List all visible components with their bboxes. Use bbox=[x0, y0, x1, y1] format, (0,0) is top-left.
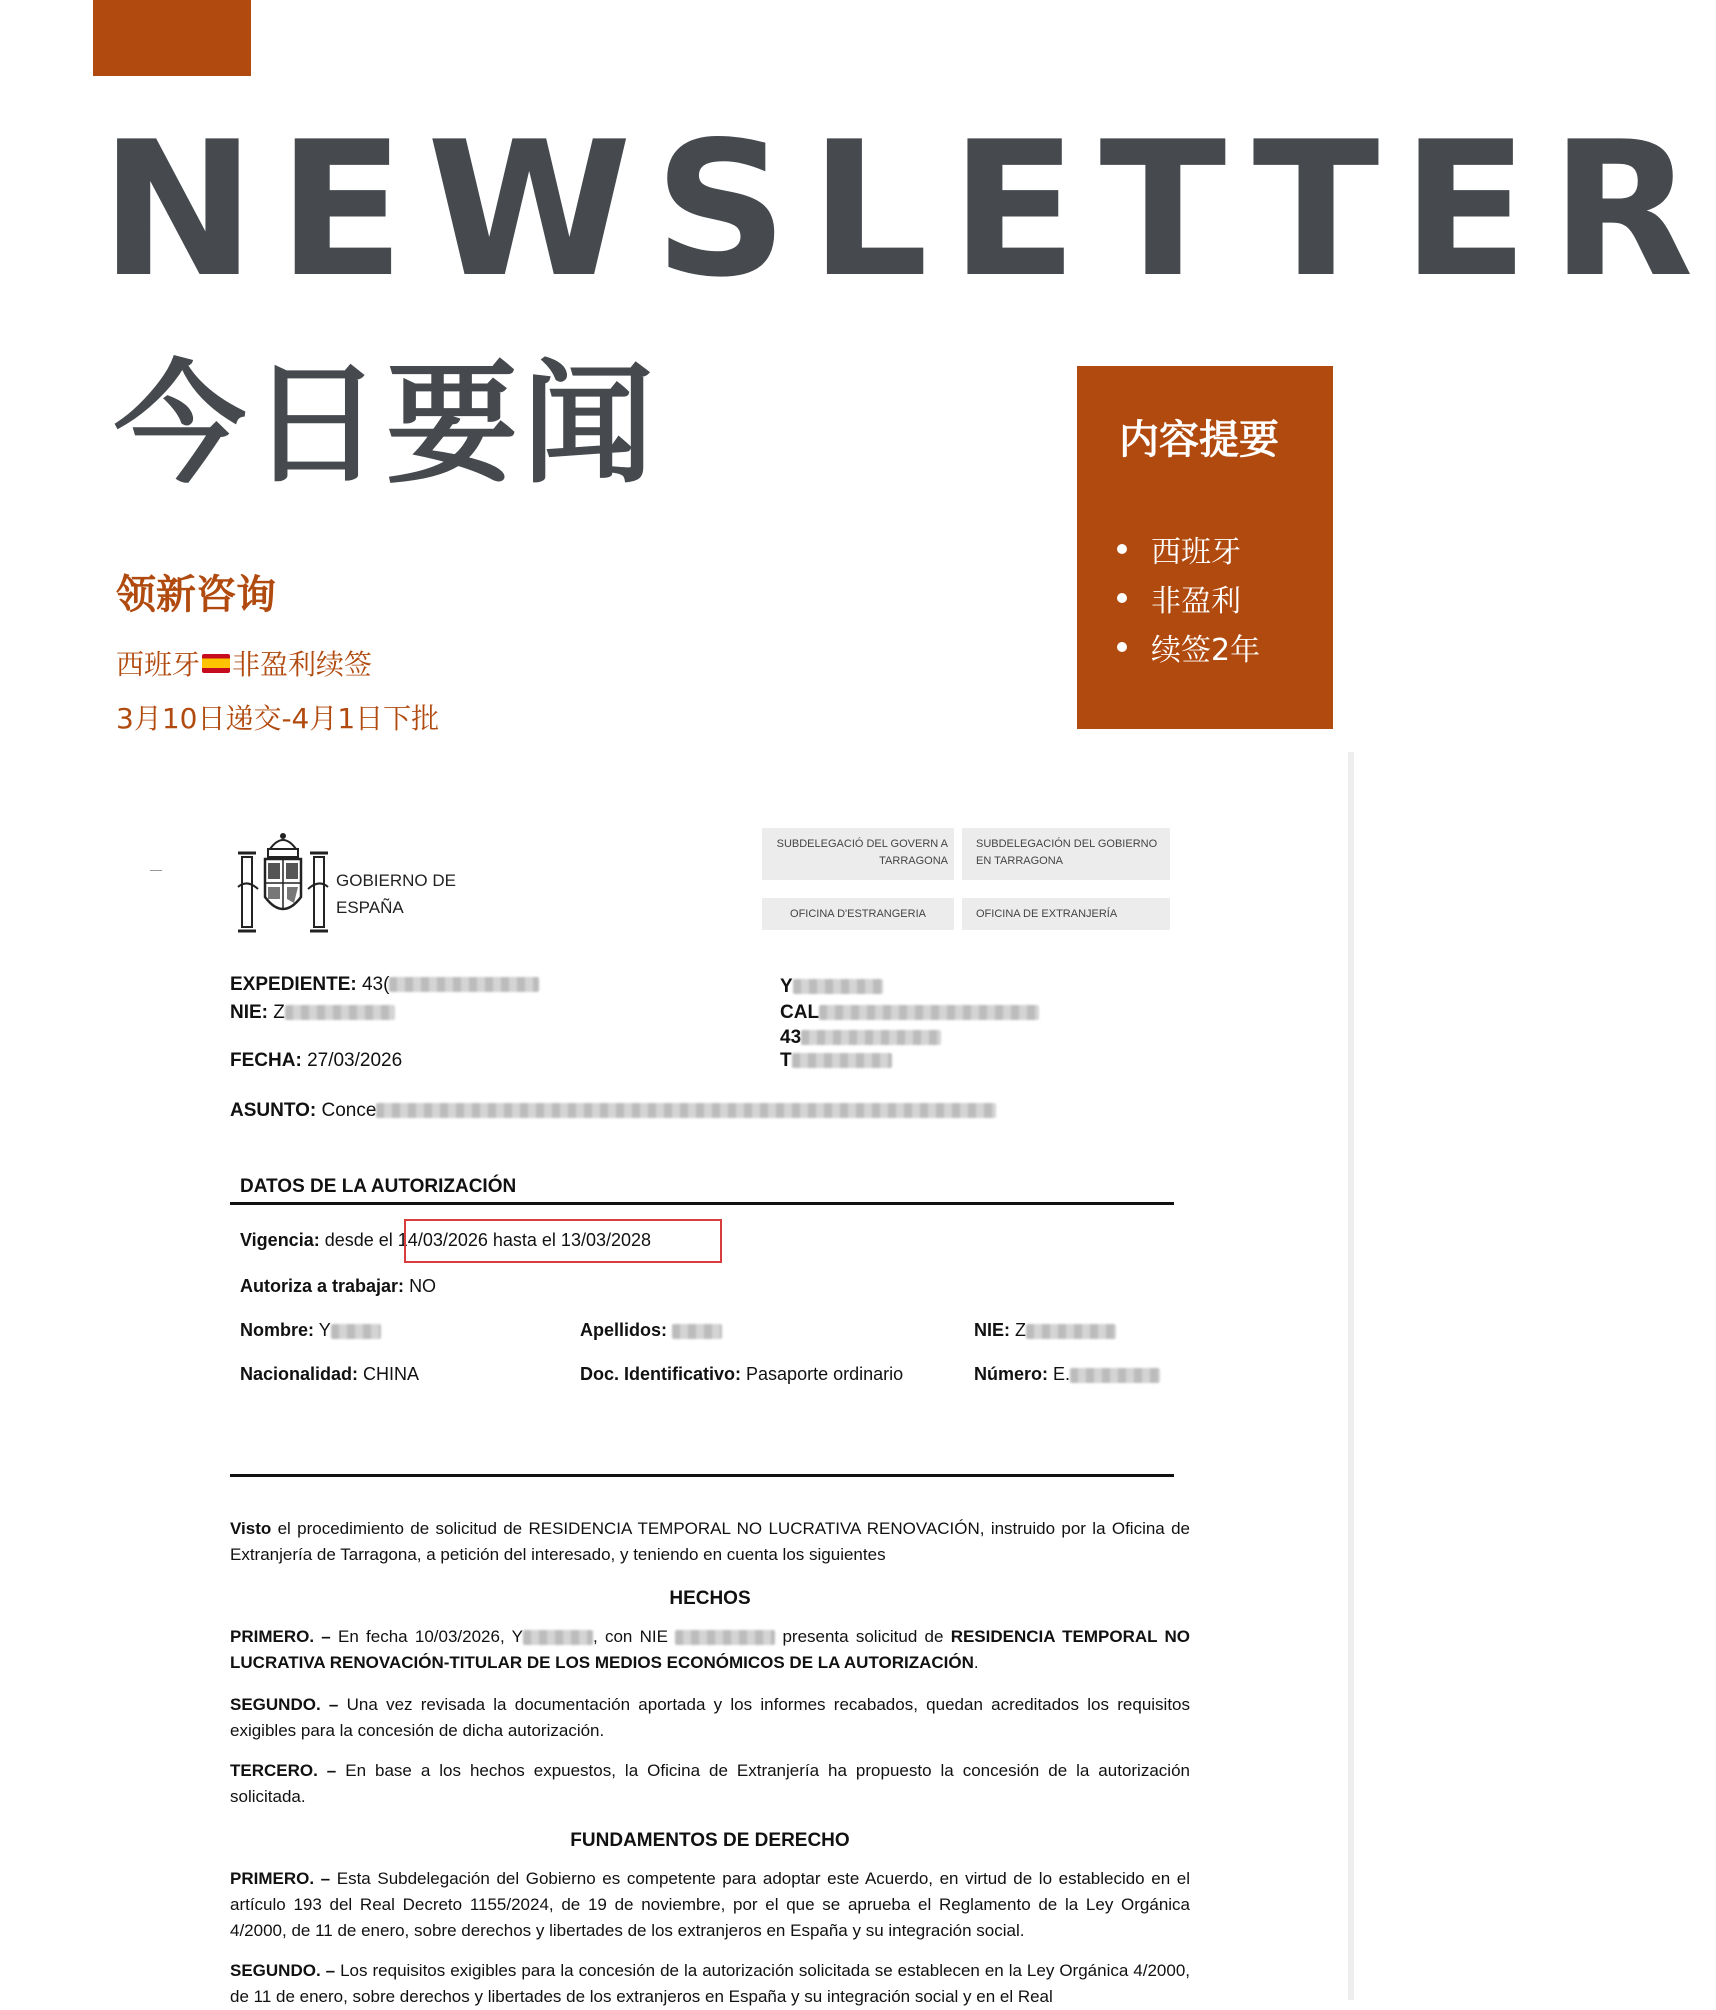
subtitle-country: 西班牙 bbox=[116, 648, 201, 681]
fundamentos-segundo bbox=[230, 1958, 1190, 2010]
fecha-field bbox=[230, 1050, 402, 1072]
summary-box bbox=[1077, 366, 1333, 729]
datos-heading bbox=[240, 1176, 516, 1198]
para-text: Esta Subdelegación del Gobierno es competente para adoptar este Acuerdo, en virtud de lo establecido en el artículo 193 del Real Decreto 1155/2024, de 19 de noviembre, por el que se aprueba el Reglamento de la Ley Orgánica 4/2000, de 11 de enero, sobre derechos y libertades de los extranjeros en España y su integración social. bbox=[230, 1869, 1190, 1940]
bullet-icon bbox=[1117, 642, 1127, 652]
nie-field bbox=[230, 1002, 395, 1024]
field-value: Z bbox=[1015, 1320, 1027, 1340]
headline-cn: 今日要闻 bbox=[114, 348, 658, 502]
subtitle-line-1 bbox=[116, 643, 372, 683]
section-title: DATOS DE LA AUTORIZACIÓN bbox=[240, 1176, 517, 1197]
field-value: 27/03/2026 bbox=[307, 1050, 403, 1071]
field-label: Autoriza a trabajar: bbox=[240, 1276, 405, 1296]
asunto-field bbox=[230, 1100, 996, 1122]
stamp-text: SUBDELEGACIÓ DEL GOVERN A bbox=[776, 838, 948, 850]
para-label: SEGUNDO. – bbox=[230, 1695, 339, 1714]
address-line bbox=[780, 1002, 1039, 1024]
summary-item-text: 西班牙 bbox=[1151, 534, 1241, 570]
address-line bbox=[780, 1027, 941, 1049]
summary-title: 内容提要 bbox=[1119, 417, 1279, 463]
redacted-block bbox=[523, 1630, 593, 1645]
top-accent-bar bbox=[93, 0, 251, 76]
autoriza-field bbox=[240, 1276, 436, 1297]
stamp-oficina-extranjeria: OFICINA DE EXTRANJERÍA bbox=[962, 898, 1170, 930]
vigencia-range: 14/03/2026 hasta el 13/03/2028 bbox=[397, 1230, 652, 1250]
newsletter-title: NEWSLETTER bbox=[100, 101, 1716, 318]
field-value: CHINA bbox=[363, 1364, 420, 1384]
hechos-primero: PRIMERO. – En fecha 10/03/2026, Y , con NIE presenta solicitud de RESIDENCIA TEMPORAL NO LUCRATIVA RENOVACIÓN-TITULAR DE LOS MEDIOS ECONÓMICOS DE LA AUTORIZACIÓN. bbox=[230, 1627, 1190, 1672]
coat-of-arms-icon bbox=[232, 827, 334, 945]
nie2-field bbox=[974, 1320, 1116, 1341]
field-value: Conce bbox=[321, 1100, 377, 1121]
spain-flag-icon bbox=[202, 654, 230, 673]
redacted-block bbox=[819, 1005, 1039, 1020]
summary-item bbox=[1117, 622, 1260, 671]
field-value: Z bbox=[273, 1002, 285, 1023]
field-label: NIE: bbox=[230, 1002, 268, 1023]
address-line bbox=[780, 976, 883, 998]
field-value: NO bbox=[409, 1276, 437, 1296]
address-text: T bbox=[780, 1050, 792, 1071]
visto-text: el procedimiento de solicitud de RESIDENCIA TEMPORAL NO LUCRATIVA RENOVACIÓN, instruido por la Oficina de Extranjería de Tarragona, a petición del interesado, y teniendo en cuenta los siguientes bbox=[230, 1519, 1190, 1564]
field-label: Doc. Identificativo: bbox=[580, 1364, 742, 1384]
redacted-block bbox=[376, 1103, 996, 1118]
address-text: Y bbox=[780, 976, 793, 997]
para-text: Una vez revisada la documentación aportada y los informes recabados, quedan acreditados los requisitos exigibles para la concesión de dicha autorización. bbox=[230, 1695, 1191, 1740]
summary-list bbox=[1117, 524, 1260, 671]
stamp-subdelegacion bbox=[962, 828, 1170, 880]
field-label: EXPEDIENTE: bbox=[230, 974, 357, 995]
redacted-block bbox=[672, 1324, 722, 1339]
summary-item-text: 续签2年 bbox=[1151, 632, 1261, 668]
summary-item-text: 非盈利 bbox=[1151, 583, 1241, 619]
redacted-block bbox=[793, 979, 883, 994]
stamp-text: TARRAGONA bbox=[879, 855, 948, 867]
para-label: PRIMERO. – bbox=[230, 1869, 331, 1888]
redacted-block bbox=[285, 1005, 395, 1020]
para-label: PRIMERO. – bbox=[230, 1627, 331, 1646]
hechos-heading: HECHOS bbox=[669, 1588, 751, 1609]
subtitle-topic: 非盈利续签 bbox=[232, 648, 373, 681]
field-label: Vigencia: bbox=[240, 1230, 320, 1250]
redacted-block bbox=[792, 1053, 892, 1068]
resolution-document bbox=[140, 752, 1354, 2006]
stamp-text: SUBDELEGACIÓN DEL GOBIERNO bbox=[976, 838, 1158, 850]
redacted-block bbox=[331, 1324, 381, 1339]
numero-field bbox=[974, 1364, 1160, 1385]
address-line bbox=[780, 1050, 892, 1072]
stamp-oficina-estrangeria: OFICINA D'ESTRANGERIA bbox=[762, 898, 954, 930]
nombre-field bbox=[240, 1320, 381, 1341]
para-bold: RESIDENCIA TEMPORAL NO LUCRATIVA RENOVACIÓN-TITULAR DE LOS MEDIOS ECONÓMICOS DE LA AUTORIZACIÓN bbox=[230, 1627, 1190, 1672]
nacionalidad-field bbox=[240, 1364, 419, 1385]
visto-label: Visto bbox=[230, 1519, 272, 1538]
highlight-box bbox=[404, 1219, 722, 1263]
field-label: Nombre: bbox=[240, 1320, 315, 1340]
expediente-field bbox=[230, 974, 539, 996]
doc-field bbox=[580, 1364, 903, 1385]
field-label: Número: bbox=[974, 1364, 1049, 1384]
redacted-block bbox=[801, 1030, 941, 1045]
para-text: , con NIE bbox=[592, 1627, 668, 1646]
summary-item bbox=[1117, 573, 1260, 622]
field-label: Nacionalidad: bbox=[240, 1364, 359, 1384]
rule-top bbox=[230, 1202, 1174, 1205]
fundamentos-primero bbox=[230, 1866, 1190, 1944]
rule-bottom bbox=[230, 1474, 1174, 1477]
government-label bbox=[336, 867, 456, 921]
field-value: E. bbox=[1053, 1364, 1071, 1384]
address-text: CAL bbox=[780, 1002, 820, 1023]
apellidos-field bbox=[580, 1320, 722, 1341]
stamp-subdelegacio bbox=[762, 828, 954, 880]
redacted-block bbox=[1070, 1368, 1160, 1383]
margin-mark bbox=[150, 870, 162, 871]
hechos-segundo bbox=[230, 1692, 1190, 1744]
hechos-tercero bbox=[230, 1758, 1190, 1810]
para-label: SEGUNDO. – bbox=[230, 1961, 336, 1980]
gov-line-2: ESPAÑA bbox=[336, 898, 404, 917]
redacted-block bbox=[1026, 1324, 1116, 1339]
stamp-text: EN TARRAGONA bbox=[976, 855, 1063, 867]
field-value: Y bbox=[318, 1320, 331, 1340]
field-value: Pasaporte ordinario bbox=[746, 1364, 904, 1384]
brand-name: 领新咨询 bbox=[116, 572, 276, 618]
field-value: 43( bbox=[361, 974, 390, 995]
para-text: Los requisitos exigibles para la concesión de la autorización solicitada se establecen en la Ley Orgánica 4/2000, de 11 de enero, sobre derechos y libertades de los extranjeros en España y su integración social y en el Real bbox=[230, 1961, 1191, 2006]
bullet-icon bbox=[1117, 593, 1127, 603]
para-text: En fecha 10/03/2026, Y bbox=[330, 1627, 523, 1646]
redacted-block bbox=[389, 977, 539, 992]
field-label: FECHA: bbox=[230, 1050, 302, 1071]
bullet-icon bbox=[1117, 544, 1127, 554]
field-label: ASUNTO: bbox=[230, 1100, 317, 1121]
redacted-block bbox=[675, 1630, 775, 1645]
address-text: 43 bbox=[780, 1027, 802, 1048]
summary-item bbox=[1117, 524, 1260, 573]
page-edge bbox=[1348, 752, 1354, 2000]
visto-paragraph bbox=[230, 1516, 1190, 1568]
field-label: Apellidos: bbox=[580, 1320, 668, 1340]
field-label: NIE: bbox=[974, 1320, 1010, 1340]
para-label: TERCERO. – bbox=[230, 1761, 337, 1780]
fundamentos-heading: FUNDAMENTOS DE DERECHO bbox=[570, 1830, 850, 1851]
para-text: En base a los hechos expuestos, la Oficina de Extranjería ha propuesto la concesión de la autorización solicitada. bbox=[230, 1761, 1190, 1806]
gov-line-1: GOBIERNO DE bbox=[336, 871, 456, 890]
subtitle-line-2: 3月10日递交-4月1日下批 bbox=[116, 702, 440, 735]
field-value: desde el bbox=[324, 1230, 393, 1250]
para-text: presenta solicitud de bbox=[775, 1627, 951, 1646]
